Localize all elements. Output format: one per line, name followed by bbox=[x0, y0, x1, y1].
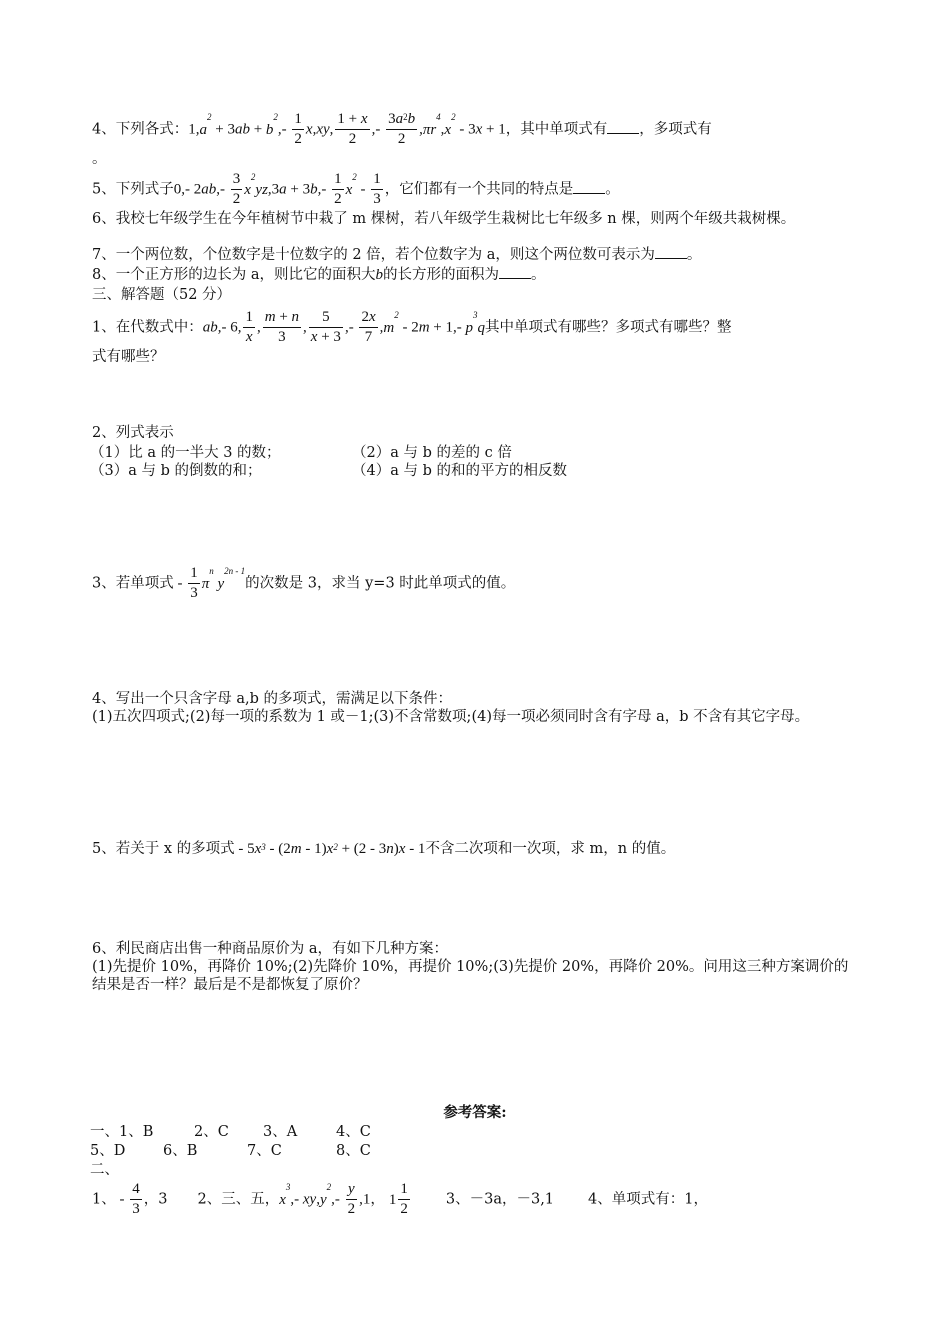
fill-q5: 5、下列式子0,- 2ab,- $\frac{3}{2}$ $x^2yz,3a + 3b,-$ $\frac{1}{2}$ $x^2$ - $\frac{1}{3}$ ，它们都有一个共同的特点是 。 bbox=[92, 171, 620, 207]
solve-q1: 1、在代数式中：ab,- 6, $\frac{1}{x}$ , $\frac{m + n}{3}$ , $\frac{5}{x + 3}$ ,- $\frac{2x}{7}$ $,m^2 - 2m + 1,-$ $p^3q$其中单项式有哪些？多项式有哪些？整 bbox=[92, 309, 732, 345]
solve-q1-cont: 式有哪些？ bbox=[92, 349, 165, 365]
solve-q2-part2: （2）a 与 b 的差的 c 倍 bbox=[352, 445, 512, 461]
answer-blank bbox=[499, 266, 531, 279]
solve-q4-body: (1)五次四项式;(2)每一项的系数为 1 或－1;(3)不含常数项;(4)每一项必须同时含有字母 a，b 不含有其它字母。 bbox=[92, 709, 810, 725]
answer-item: 4、C bbox=[336, 1124, 371, 1140]
answer-blank bbox=[573, 181, 605, 194]
solve-q5: 5、若关于 x 的多项式 - $5x^3 - (2m - 1)x^2 + (2 - 3n)x - 1$不含二次项和一次项，求 m，n 的值。 bbox=[92, 841, 676, 857]
answer-blank bbox=[607, 121, 639, 134]
solve-q6-title: 6、利民商店出售一种商品原价为 a，有如下几种方案： bbox=[92, 941, 448, 957]
answer-item: 3、A bbox=[263, 1124, 298, 1140]
answer-item: 6、B bbox=[163, 1143, 198, 1159]
fill-q6: 6、我校七年级学生在今年植树节中栽了 m 棵树，若八年级学生栽树比七年级多 n 棵，则两个年级共栽树棵。 bbox=[92, 211, 796, 227]
answer-item: 2、C bbox=[194, 1124, 229, 1140]
solve-q2-part1: （1）比 a 的一半大 3 的数； bbox=[90, 445, 281, 461]
solve-q6-body: (1)先提价 10%，再降价 10%;(2)先降价 10%，再提价 10%;(3)先提价 20%，再降价 20%。问用这三种方案调价的结果是否一样？最后是不是都恢复了原价？ bbox=[92, 959, 849, 993]
answer-item: 7、C bbox=[247, 1143, 282, 1159]
fill-q4: 4、下列各式：$1,a^2 + 3ab + b^2,-$ $\frac{1}{2}$ x,xy, $\frac{1 + x}{2}$ ,- $\frac{3a^2b}{2}$ $,\pi r^4,x^2 - 3x + 1$，其中单项式有 ，多项式有 bbox=[92, 111, 712, 147]
fill-q4-cont: 。 bbox=[92, 151, 107, 167]
fill-q8: 8、一个正方形的边长为 a，则比它的面积大b的长方形的面积为 。 bbox=[92, 267, 546, 283]
fill-q7: 7、一个两位数，个位数字是十位数字的 2 倍，若个位数字为 a，则这个两位数可表示为 。 bbox=[92, 247, 702, 263]
answer-blank bbox=[655, 246, 687, 259]
solve-q2-title: 2、列式表示 bbox=[92, 425, 174, 441]
answer-item: 8、C bbox=[336, 1143, 371, 1159]
section-heading: 三、解答题（52 分） bbox=[92, 287, 232, 303]
answer-section-2: 二、 bbox=[90, 1162, 119, 1178]
answer-line-2: 1、 - $\frac{4}{3}$ ，3 2、三、五，$x^3,-$ $xy,y^2,-$ $\frac{y}{2}$ ,1， 1 $\frac{1}{2}$ 3、－3a，－3,1 4、单项式有：1， bbox=[92, 1181, 708, 1217]
answer-item: 5、D bbox=[90, 1143, 126, 1159]
answers-title: 参考答案: bbox=[443, 1104, 507, 1121]
answer-item: 一、1、B bbox=[90, 1124, 154, 1140]
solve-q3: 3、若单项式 - $\frac{1}{3}$ $\pi^n$ $y^{2n - 1}$的次数是 3，求当 y=3 时此单项式的值。 bbox=[92, 565, 516, 601]
solve-q2-part4: （4）a 与 b 的和的平方的相反数 bbox=[352, 463, 567, 479]
solve-q4-title: 4、写出一个只含字母 a,b 的多项式，需满足以下条件： bbox=[92, 691, 452, 707]
solve-q2-part3: （3）a 与 b 的倒数的和； bbox=[90, 463, 262, 479]
